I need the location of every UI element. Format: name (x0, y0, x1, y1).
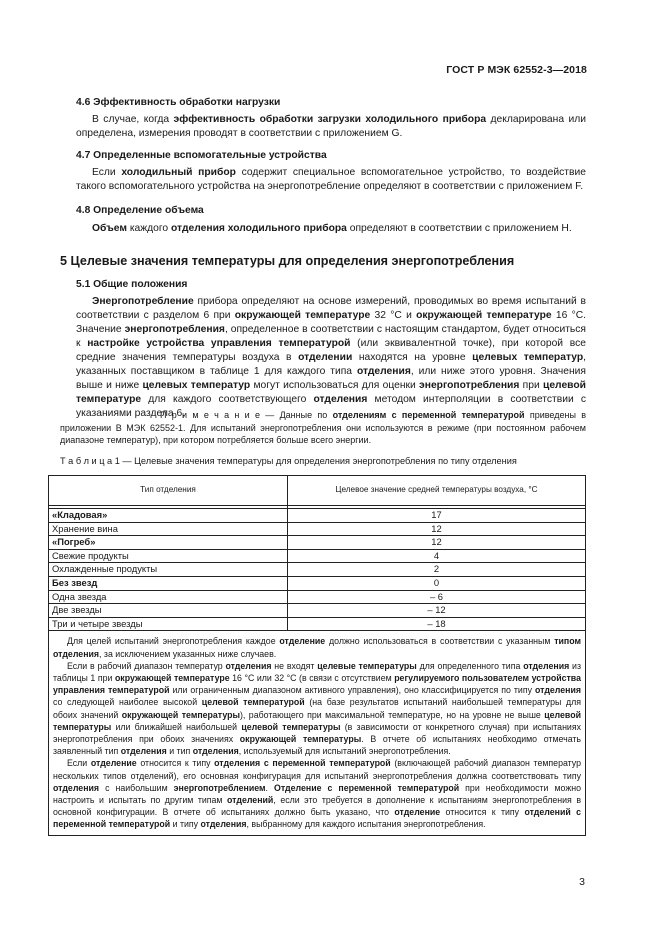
emphasized-term: целевых температур (142, 380, 251, 391)
emphasized-term: отделения (200, 819, 247, 830)
table-row (49, 604, 586, 618)
emphasized-term: настройке устройства управления температурой (87, 338, 351, 349)
table-body (49, 509, 586, 631)
target-temperature-cell: 17 (288, 509, 586, 523)
note-paragraph (60, 409, 586, 447)
emphasized-term: целевые температуры (317, 660, 417, 671)
compartment-type-cell: Без звезд (49, 576, 288, 590)
table-row (49, 509, 586, 523)
target-temperature-cell: 0 (288, 576, 586, 590)
emphasized-term: отделения (313, 394, 368, 405)
table-row (49, 522, 586, 536)
compartment-type-cell: Одна звезда (49, 590, 288, 604)
emphasized-term: отделения (53, 782, 100, 793)
emphasized-term: целевой температурой (201, 697, 305, 708)
emphasized-term: отделения (523, 660, 570, 671)
emphasized-term: целевой температуры (53, 709, 581, 732)
section-4-6-paragraph: В случае, когда эффективность обработки загрузки холодильного прибора декларирована или определена, измерения проводят в соответствии с приложением G. (76, 114, 587, 139)
table-note-paragraph: Для целей испытаний энергопотребления каждое отделение должно использоваться в соответствии с указанным типом отделения, за исключением указанных ниже случаев. (53, 636, 582, 659)
emphasized-term: Объем (92, 223, 127, 234)
emphasized-term: отделения с переменной температурой (214, 758, 391, 769)
emphasized-term: целевой температуры (241, 721, 341, 732)
table-row (49, 590, 586, 604)
section-4-8-title: 4.8 Определение объема (76, 205, 204, 216)
emphasized-term: отделения (120, 746, 167, 757)
emphasized-term: энергопотребления (419, 380, 520, 391)
emphasized-term: окружающей температуры (239, 733, 362, 744)
section-5-title: 5 Целевые значения температуры для определения энергопотребления (60, 254, 515, 268)
emphasized-term: окружающей температуре (114, 672, 230, 683)
section-4-7-paragraph: Если холодильный прибор содержит специальное вспомогательное устройство, то воздействие такого вспомогательного устройства на энергопотребление определяют в соответствии с приложением F. (76, 167, 586, 192)
compartment-type-cell: Три и четыре звезды (49, 617, 288, 631)
emphasized-term: отделения (534, 685, 582, 696)
emphasized-term: отделений (227, 794, 274, 805)
table-note-paragraph: Если отделение относится к типу отделения с переменной температурой (включающей рабочий диапазон температур нескольких типов отделений), его основная конфигурация для испытаний энергопотребления должна соответствовать типу отделения с наибольшим энергопотреблением. Отделение с переменной температурой при необходимости можно настроить и испытать по другим типам отделений, если это требуется в дополнение к испытаниям энергопотребления в основной конфигурации. В отчете об испытаниях должно быть указано, что отделение относится к типу отделений с переменной температурой и типу отделения, выбранному для каждого испытания энергопотребления. (53, 758, 581, 830)
compartment-type-cell: Хранение вина (49, 522, 288, 536)
emphasized-term: окружающей температуре (416, 310, 552, 321)
section-4-6-title: 4.6 Эффективность обработки нагрузки (76, 97, 281, 108)
emphasized-term: отделениям с переменной температурой (332, 410, 525, 420)
table-row (49, 617, 586, 631)
table-notes-row (49, 631, 586, 835)
compartment-type-cell: Две звезды (49, 604, 288, 618)
column-header-target-temperature: Целевое значение средней температуры воздуха, °С (288, 476, 586, 506)
emphasized-term: окружающей температуры (121, 709, 240, 720)
emphasized-term: отделение (279, 636, 326, 647)
section-4-7-title: 4.7 Определенные вспомогательные устройства (76, 150, 327, 161)
target-temperature-cell: 12 (288, 522, 586, 536)
emphasized-term: отделения (192, 746, 239, 757)
compartment-type-cell: «Кладовая» (49, 509, 288, 523)
section-5-1-body (76, 295, 586, 421)
table-row (49, 536, 586, 550)
section-5-1-paragraph: Энергопотребление прибора определяют на основе измерений, проводимых во время испытаний в соответствии с разделом 6 при окружающей температуре 32 °С и окружающей температуре 16 °С. Значение энергопотребления, определенное в соответствии с настоящим стандартом, будет относиться к настройке устройства управления температурой (или эквивалентной точке), при которой все средние значения температуры воздуха в отделении находятся на уровне целевых температур, указанных поставщиком в таблице 1 для каждого типа отделения, или ниже этого уровня. Значения выше и ниже целевых температур могут использоваться для оценки энергопотребления при целевой температуре для каждого соответствующего отделения методом интерполяции в соответствии с указаниями раздела 6. (76, 296, 587, 419)
emphasized-term: Отделение с переменной температурой (274, 782, 460, 793)
emphasized-term: отделение (394, 807, 441, 818)
emphasized-term: отделении (298, 352, 353, 363)
compartment-type-cell: Охлажденные продукты (49, 563, 288, 577)
section-4-7-body (76, 166, 586, 194)
section-5-1-title: 5.1 Общие положения (76, 279, 188, 290)
emphasized-term: отделение (90, 758, 137, 769)
target-temperature-cell: – 12 (288, 604, 586, 618)
compartment-type-cell: Свежие продукты (49, 549, 288, 563)
table-caption: Т а б л и ц а 1 — Целевые значения температуры для определения энергопотребления по типу отделения (60, 456, 517, 466)
table-row (49, 549, 586, 563)
note-text: П р и м е ч а н и е — Данные по отделениям с переменной температурой приведены в приложении В МЭК 62552-1. Для испытаний энергопотребления они используются в режиме (при постоянном рабочем диапазоне температур), при котором потребляется больше всего энергии. (60, 410, 586, 446)
emphasized-term: энергопотребления (124, 324, 225, 335)
emphasized-term: целевой температуре (76, 380, 586, 405)
table-header-row (49, 476, 586, 506)
emphasized-term: отделения (356, 366, 411, 377)
emphasized-term: Энергопотребление (92, 296, 194, 307)
table-row (49, 576, 586, 590)
emphasized-term: эффективность обработки загрузки холодильного прибора (173, 114, 487, 125)
emphasized-term: целевых температур (472, 352, 584, 363)
target-temperature-table (48, 475, 586, 836)
emphasized-term: отделений с переменной температурой (53, 807, 581, 830)
target-temperature-cell: 2 (288, 563, 586, 577)
emphasized-term: регулируемого пользователем устройства управления температурой (53, 672, 581, 696)
column-header-compartment-type: Тип отделения (49, 476, 288, 506)
section-4-8-body (76, 222, 586, 236)
section-4-6-body (76, 113, 586, 141)
section-4-8-paragraph: Объем каждого отделения холодильного прибора определяют в соответствии с приложением H. (92, 223, 572, 234)
target-temperature-cell: – 18 (288, 617, 586, 631)
target-temperature-cell: – 6 (288, 590, 586, 604)
standard-code-header: ГОСТ Р МЭК 62552-3—2018 (446, 64, 587, 76)
table-row (49, 563, 586, 577)
emphasized-term: окружающей температуре (234, 310, 371, 321)
table-note-paragraph: Если в рабочий диапазон температур отделения не входят целевые температуры для определенного типа отделения из таблицы 1 при окружающей температуре 16 °С или 32 °С (в связи с отсутствием регулируемого пользователем устройства управления температурой или ограниченным диапазоном активного управления), оно классифицируется по типу отделения со следующей наиболее высокой целевой температурой (на базе результатов испытаний наибольшей температуры для обоих значений окружающей температуры), работающего при максимальной температуре, но на уровне не выше целевой температуры или ближайшей наибольшей целевой температуры (в зависимости от конкретного случая) при испытаниях энергопотребления при обоих значениях окружающей температуры. В отчете об испытаниях необходимо отмечать заявленный тип отделения и тип отделения, используемый для испытаний энергопотребления. (53, 660, 582, 757)
emphasized-term: отделения холодильного прибора (171, 223, 347, 234)
emphasized-term: холодильный прибор (121, 167, 236, 178)
page-number: 3 (579, 876, 585, 888)
target-temperature-cell: 4 (288, 549, 586, 563)
target-temperature-cell: 12 (288, 536, 586, 550)
emphasized-term: энергопотреблением (173, 782, 266, 793)
table-notes-cell (49, 631, 586, 835)
compartment-type-cell: «Погреб» (49, 536, 288, 550)
emphasized-term: отделения (225, 660, 272, 671)
emphasized-term: типом отделения (53, 636, 582, 659)
